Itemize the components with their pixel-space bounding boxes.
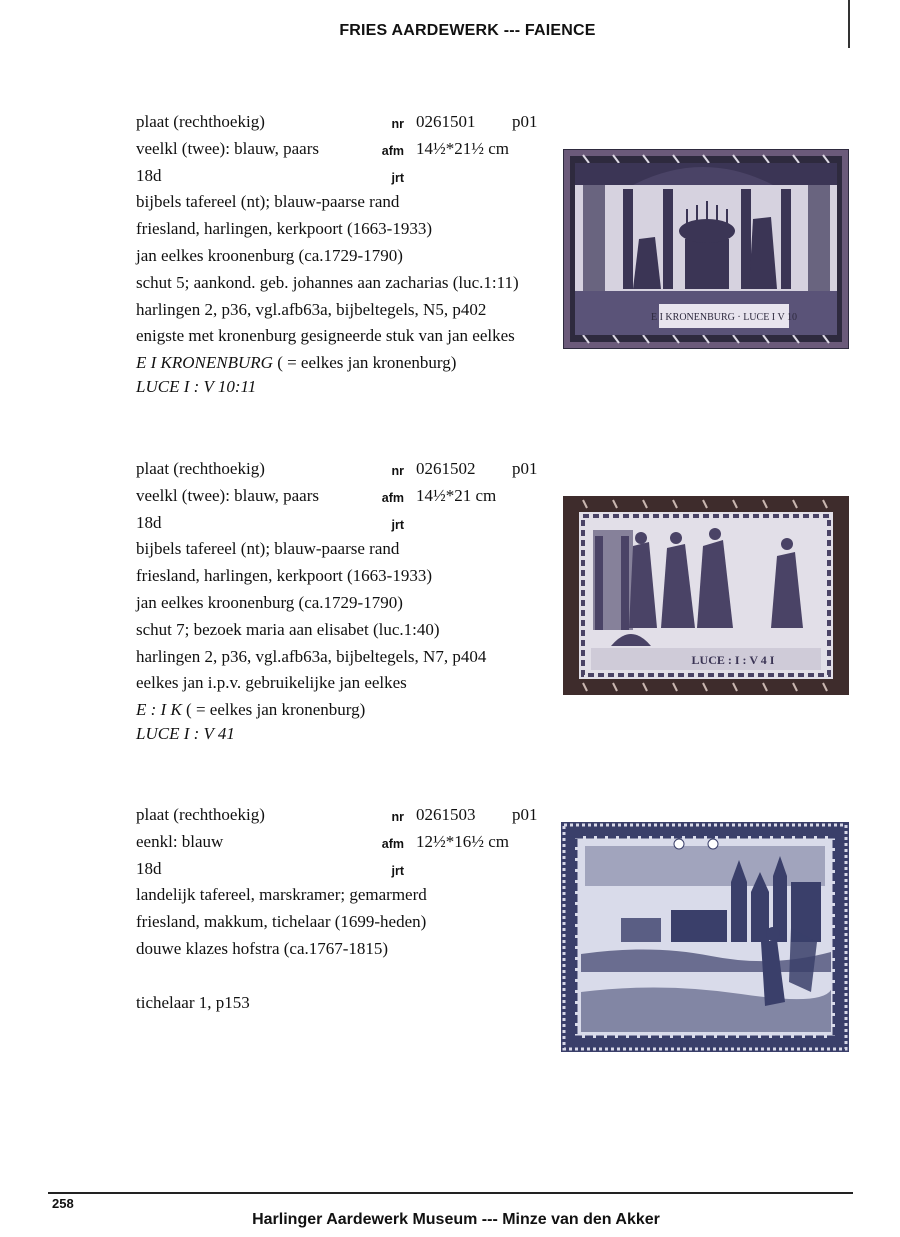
value-fabrikaat: friesland, makkum, tichelaar (1699-heden) xyxy=(136,912,427,931)
tile-inscription-2: LUCE : I : V 4 I xyxy=(691,653,775,667)
row-schilder xyxy=(0,246,560,272)
label-jrt: jrt xyxy=(391,518,404,532)
row-literatuur xyxy=(0,300,560,326)
row-schilder xyxy=(0,939,560,965)
value-opmerking: eelkes jan i.p.v. gebruikelijke jan eelkes xyxy=(136,673,407,692)
row-kleur xyxy=(0,139,560,165)
row-voorbeeld xyxy=(0,273,560,299)
row-voorbeeld xyxy=(0,620,560,646)
value-kleur: veelkl (twee): blauw, paars xyxy=(136,139,319,158)
value-afm: 12½*16½ cm xyxy=(416,832,510,851)
opschrift-rest: ( = eelkes jan kronenburg) xyxy=(181,700,366,719)
row-datering xyxy=(0,513,560,539)
row-kleur xyxy=(0,832,560,858)
value-schilder: jan eelkes kroonenburg (ca.1729-1790) xyxy=(136,593,403,612)
value-literatuur: harlingen 2, p36, vgl.afb63a, bijbeltegels, N7, p404 xyxy=(136,647,487,666)
value-kleur: veelkl (twee): blauw, paars xyxy=(136,486,319,505)
row-opschrift xyxy=(0,700,560,726)
value-literatuur: tichelaar 1, p153 xyxy=(136,993,250,1012)
row-opschrift xyxy=(0,1046,560,1072)
value-nr: 0261503 xyxy=(416,805,476,824)
page-footer: Harlinger Aardewerk Museum --- Minze van den Akker xyxy=(252,1211,660,1228)
row-opschrift-2 xyxy=(0,724,560,750)
row-datering xyxy=(0,859,560,885)
row-voorstelling xyxy=(0,539,560,565)
opschrift-italic: E : I K xyxy=(136,700,182,719)
row-voorstelling xyxy=(0,885,560,911)
row-voorwerp xyxy=(0,112,560,138)
value-kleur: eenkl: blauw xyxy=(136,832,224,851)
row-kleur xyxy=(0,486,560,512)
row-voorwerp xyxy=(0,459,560,485)
value-page: p01 xyxy=(512,805,538,824)
value-fabrikaat: friesland, harlingen, kerkpoort (1663-1933) xyxy=(136,219,432,238)
row-opmerking xyxy=(0,326,560,352)
value-datering: 18d xyxy=(136,166,162,185)
opschrift-rest: ( = eelkes jan kronenburg) xyxy=(272,353,457,372)
label-jrt: jrt xyxy=(391,171,404,185)
label-afm: afm xyxy=(381,491,404,505)
row-opmerking xyxy=(0,1019,560,1045)
page-header: FRIES AARDEWERK --- FAIENCE xyxy=(339,22,596,39)
page-number: 258 xyxy=(52,1196,74,1211)
row-opschrift-2 xyxy=(0,377,560,403)
value-voorstelling: landelijk tafereel, marskramer; gemarmerd xyxy=(136,885,427,904)
value-afm: 14½*21 cm xyxy=(416,486,497,505)
footer-divider xyxy=(48,1192,853,1194)
tile-image-3 xyxy=(561,822,849,1052)
value-schilder: douwe klazes hofstra (ca.1767-1815) xyxy=(136,939,389,958)
row-datering xyxy=(0,166,560,192)
row-voorbeeld xyxy=(0,966,560,992)
label-afm: afm xyxy=(381,144,404,158)
tile-inscription-1: E I KRONENBURG · LUCE I V 10 xyxy=(650,312,798,323)
value-nr: 0261501 xyxy=(416,112,476,131)
value-voorbeeld: schut 7; bezoek maria aan elisabet (luc.1:40) xyxy=(136,620,440,639)
row-fabrikaat xyxy=(0,566,560,592)
label-nr: nr xyxy=(391,117,404,131)
value-voorwerp: plaat (rechthoekig) xyxy=(136,459,265,478)
value-page: p01 xyxy=(512,112,538,131)
value-opschrift xyxy=(136,700,365,720)
label-nr: nr xyxy=(391,464,404,478)
tile-image-2 xyxy=(563,496,849,695)
value-opschrift xyxy=(136,353,456,373)
value-voorstelling: bijbels tafereel (nt); blauw-paarse rand xyxy=(136,192,400,211)
value-fabrikaat: friesland, harlingen, kerkpoort (1663-1933) xyxy=(136,566,432,585)
row-opmerking xyxy=(0,673,560,699)
row-opschrift xyxy=(0,353,560,379)
row-fabrikaat xyxy=(0,912,560,938)
row-voorwerp xyxy=(0,805,560,831)
row-voorstelling xyxy=(0,192,560,218)
label-nr: nr xyxy=(391,810,404,824)
value-voorstelling: bijbels tafereel (nt); blauw-paarse rand xyxy=(136,539,400,558)
value-nr: 0261502 xyxy=(416,459,476,478)
value-voorbeeld: schut 5; aankond. geb. johannes aan zacharias (luc.1:11) xyxy=(136,273,519,292)
value-opschrift-line2: LUCE I : V 41 xyxy=(136,724,235,743)
row-literatuur xyxy=(0,993,560,1019)
value-afm: 14½*21½ cm xyxy=(416,139,510,158)
value-literatuur: harlingen 2, p36, vgl.afb63a, bijbeltegels, N5, p402 xyxy=(136,300,487,319)
opschrift-italic: E I KRONENBURG xyxy=(136,353,273,372)
label-afm: afm xyxy=(381,837,404,851)
row-fabrikaat xyxy=(0,219,560,245)
value-page: p01 xyxy=(512,459,538,478)
value-opschrift-line2: LUCE I : V 10:11 xyxy=(136,377,257,396)
value-schilder: jan eelkes kroonenburg (ca.1729-1790) xyxy=(136,246,403,265)
value-datering: 18d xyxy=(136,859,162,878)
label-jrt: jrt xyxy=(391,864,404,878)
row-literatuur xyxy=(0,647,560,673)
value-datering: 18d xyxy=(136,513,162,532)
value-voorwerp: plaat (rechthoekig) xyxy=(136,805,265,824)
tile-image-1 xyxy=(563,149,849,349)
row-schilder xyxy=(0,593,560,619)
value-voorwerp: plaat (rechthoekig) xyxy=(136,112,265,131)
value-opmerking: enigste met kronenburg gesigneerde stuk van jan eelkes xyxy=(136,326,515,345)
